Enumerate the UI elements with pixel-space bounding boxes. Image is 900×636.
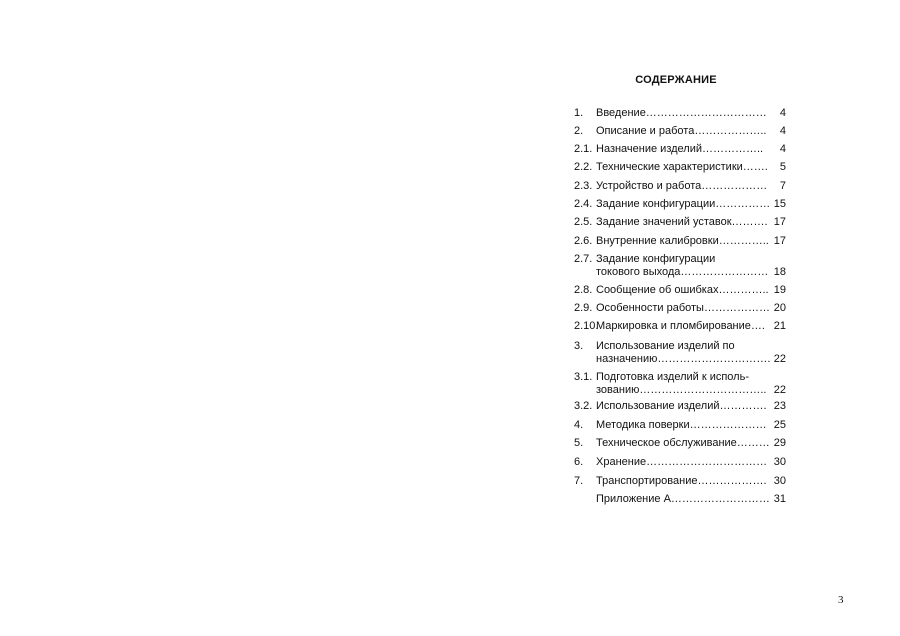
toc-entry-page: 29 <box>773 437 786 449</box>
toc-entry-title: Сообщение об ошибках………….. <box>596 284 769 296</box>
toc-entry-title: Задание конфигурации…………… <box>596 198 771 210</box>
toc-entry-number: 2.2. <box>574 161 593 173</box>
toc-entry-page: 30 <box>773 456 786 468</box>
toc-entry-page: 25 <box>773 419 786 431</box>
toc-entry-title: Маркировка и пломбирование…. <box>596 320 765 332</box>
toc-entry-page: 15 <box>773 198 786 210</box>
toc-entry-number: 2.1. <box>574 143 593 155</box>
toc-entry-number: 2.5. <box>574 216 593 228</box>
toc-entry-page: 21 <box>773 320 786 332</box>
toc-entry-title: Технические характеристики……. <box>596 161 768 173</box>
toc-entry-title-continued: зованию…………………………….. <box>596 384 767 396</box>
toc-entry-number: 5. <box>574 437 584 449</box>
toc-entry-page: 22 <box>773 353 786 365</box>
toc-entry-page: 18 <box>773 266 786 278</box>
toc-entry-number: 3.1. <box>574 371 593 383</box>
toc-entry-number: 3. <box>574 340 584 352</box>
toc-entry-page: 19 <box>773 284 786 296</box>
toc-entry-title: Использование изделий…………. <box>596 400 767 412</box>
toc-entry-title: Методика поверки………………… <box>596 419 767 431</box>
toc-entry-number: 4. <box>574 419 584 431</box>
toc-entry-number: 2.6. <box>574 235 593 247</box>
toc-entry-title: Использование изделий по <box>596 340 735 352</box>
toc-entry-number: 3.2. <box>574 400 593 412</box>
toc-entry-title: Внутренние калибровки………….. <box>596 235 769 247</box>
toc-entry-number: 7. <box>574 475 584 487</box>
toc-entry-title: Введение…………………………… <box>596 107 767 119</box>
page-number: 3 <box>838 594 844 606</box>
toc-entry-title: Задание конфигурации <box>596 253 716 265</box>
toc-entry-title: Описание и работа……………….. <box>596 125 767 137</box>
toc-entry-page: 20 <box>773 302 786 314</box>
toc-entry-title: Техническое обслуживание……… <box>596 437 770 449</box>
toc-entry-title: Особенности работы……………… <box>596 302 770 314</box>
toc-entry-page: 5 <box>779 161 786 173</box>
toc-entry-page: 4 <box>779 143 786 155</box>
toc-entry-page: 7 <box>779 180 786 192</box>
toc-entry-title-continued: назначению…………………………. <box>596 353 771 365</box>
toc-entry-title: Задание значений уставок………. <box>596 216 768 228</box>
toc-entry-number: 2.4. <box>574 198 593 210</box>
toc-entry-number: 6. <box>574 456 584 468</box>
toc-entry-page: 31 <box>773 493 786 505</box>
toc-entry-title: Подготовка изделий к исполь- <box>596 371 749 383</box>
toc-entry-page: 22 <box>773 384 786 396</box>
toc-entry-number: 2. <box>574 125 584 137</box>
toc-entry-title: Устройство и работа……………… <box>596 180 768 192</box>
toc-entry-page: 4 <box>779 107 786 119</box>
toc-entry-title: Назначение изделий…………….. <box>596 143 764 155</box>
toc-entry-number: 2.8. <box>574 284 593 296</box>
toc-entry-number: 2.7. <box>574 253 593 265</box>
toc-entry-number: 2.9. <box>574 302 593 314</box>
toc-entry-page: 23 <box>773 400 786 412</box>
toc-entry-page: 17 <box>773 216 786 228</box>
toc-entry-page: 17 <box>773 235 786 247</box>
toc-entry-number: 2.3. <box>574 180 593 192</box>
toc-entry-page: 4 <box>779 125 786 137</box>
toc-entry-title-continued: токового выхода…………………… <box>596 266 769 278</box>
toc-title: СОДЕРЖАНИЕ <box>635 74 717 86</box>
toc-entry-number: 2.10. <box>574 320 599 332</box>
toc-entry-title: Хранение…………………………… <box>596 456 768 468</box>
toc-entry-title: Транспортирование………………. <box>596 475 767 487</box>
toc-entry-page: 30 <box>773 475 786 487</box>
toc-entry-title: Приложение А……………………… <box>596 493 770 505</box>
toc-entry-number: 1. <box>574 107 584 119</box>
